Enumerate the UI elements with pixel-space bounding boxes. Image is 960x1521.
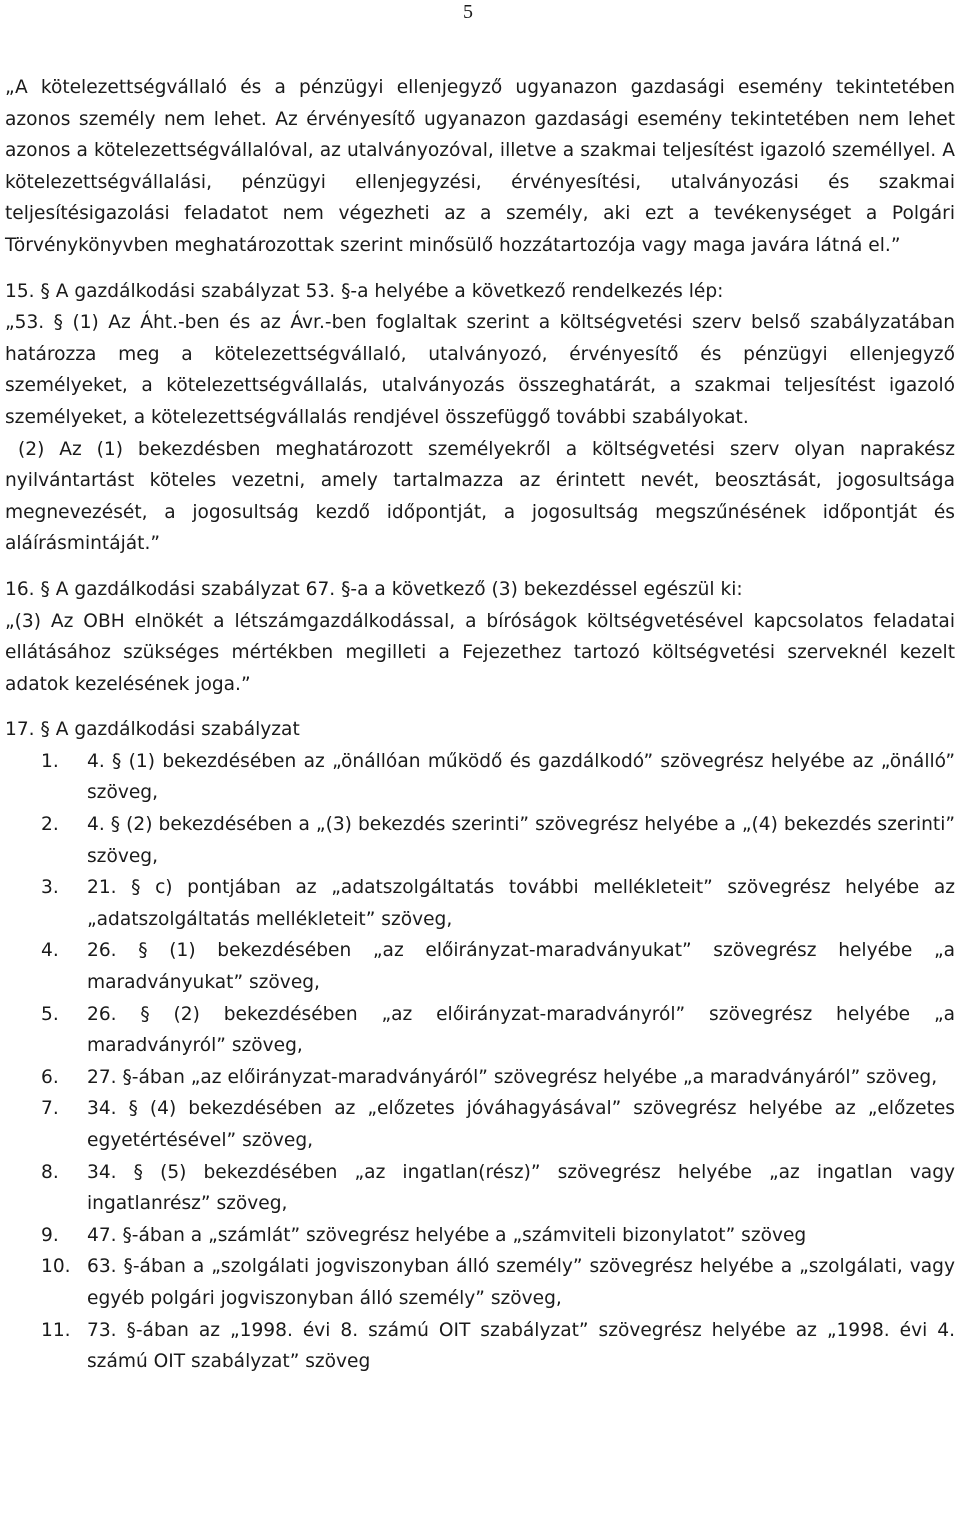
list-item-text: 26. § (1) bekezdésében „az előirányzat-maradványukat” szövegrész helyébe „a maradványukat” szöveg, <box>87 940 955 994</box>
list-item <box>5 1220 955 1252</box>
list-item <box>5 1251 955 1314</box>
list-item-text: 27. §-ában „az előirányzat-maradványáról” szövegrész helyébe „a maradványáról” szöveg, <box>87 1066 938 1088</box>
list-item <box>5 1093 955 1156</box>
document-body <box>5 72 955 1378</box>
list-item <box>5 746 955 809</box>
list-item-text: 63. §-ában a „szolgálati jogviszonyban álló személy” szövegrész helyébe a „szolgálati, vagy egyéb polgári jogviszonyban álló személy” szöveg, <box>87 1256 955 1309</box>
list-item-text: 47. §-ában a „számlát” szövegrész helyébe a „számviteli bizonylatot” szöveg <box>87 1224 807 1246</box>
list-item-number: 1. <box>41 750 59 772</box>
list-item-number: 4. <box>41 940 59 962</box>
list-item-number: 8. <box>41 1161 59 1183</box>
list-item-text: 34. § (5) bekezdésében „az ingatlan(rész)” szövegrész helyébe „az ingatlan vagy ingatlanrész” szöveg, <box>87 1161 955 1215</box>
page-number: 5 <box>463 1 473 23</box>
list-item-number: 9. <box>41 1224 59 1246</box>
list-item-number: 10. <box>41 1256 71 1278</box>
list-item-number: 7. <box>41 1098 59 1120</box>
list-item <box>5 935 955 998</box>
list-item <box>5 1062 955 1094</box>
list-item-number: 11. <box>41 1319 71 1341</box>
list-item-text: 73. §-ában az „1998. évi 8. számú OIT szabályzat” szövegrész helyébe az „1998. évi 4. számú OIT szabályzat” szöveg <box>87 1319 955 1373</box>
section-16-heading: 16. § A gazdálkodási szabályzat 67. §-a a következő (3) bekezdéssel egészül ki: <box>5 578 743 600</box>
list-item-number: 5. <box>41 1003 59 1025</box>
intro-paragraph: „A kötelezettségvállaló és a pénzügyi ellenjegyző ugyanazon gazdasági esemény tekintetében azonos személy nem lehet. Az érvényesítő ugyanazon gazdasági esemény tekintetében nem lehet azonos a kötelezettségvállalóval, az utalványozóval, illetve a szakmai teljesítést igazoló személlyel. A kötelezettségvállalási, pénzügyi ellenjegyzési, érvényesítési, utalványozási és szakmai teljesítésigazolási feladatot nem végezheti az a személy, aki ezt a tevékenységet a Polgári Törvénykönyvben meghatározottak szerint minősülő hozzátartozója vagy maga javára látná el.” <box>5 77 955 256</box>
section-17-heading: 17. § A gazdálkodási szabályzat <box>5 719 300 741</box>
list-item-number: 3. <box>41 877 59 899</box>
list-item <box>5 999 955 1062</box>
list-item-text: 4. § (2) bekezdésében a „(3) bekezdés szerinti” szövegrész helyébe a „(4) bekezdés szerinti” szöveg, <box>87 814 955 867</box>
list-item-number: 2. <box>41 814 59 836</box>
list-item-text: 34. § (4) bekezdésében az „előzetes jóváhagyásával” szövegrész helyébe az „előzetes egyetértésével” szöveg, <box>87 1098 955 1151</box>
list-item-text: 26. § (2) bekezdésében „az előirányzat-maradványról” szövegrész helyébe „a maradványról” szöveg, <box>87 1003 955 1057</box>
amendment-list <box>5 746 955 1378</box>
section-15-paragraph-1: „53. § (1) Az Áht.-ben és az Ávr.-ben foglaltak szerint a költségvetési szerv belső szabályzatában határozza meg a kötelezettségvállaló, utalványozó, érvényesítő és pénzügyi ellenjegyző személyeket, a kötelezettségvállalás, utalványozás összeghatárát, a szakmai teljesítést igazoló személyeket, a kötelezettségvállalás rendjével összefüggő további szabályokat. <box>5 312 955 428</box>
section-15-paragraph-2: (2) Az (1) bekezdésben meghatározott személyekről a költségvetési szerv olyan naprakész nyilvántartást köteles vezetni, amely tartalmazza az érintett nevét, beosztását, jogosultsága megnevezését, a jogosultság kezdő időpontját, a jogosultság megszűnésének időpontját és aláírásmintáját.” <box>5 438 955 555</box>
list-item-number: 6. <box>41 1066 59 1088</box>
list-item-text: 4. § (1) bekezdésében az „önállóan működő és gazdálkodó” szövegrész helyébe az „önálló” szöveg, <box>87 750 955 804</box>
section-16-paragraph: „(3) Az OBH elnökét a létszámgazdálkodással, a bíróságok költségvetésével kapcsolatos feladatai ellátásához szükséges mértékben megilleti a Fejezethez tartozó költségvetési szerveknél kezelt adatok kezelésének joga.” <box>5 610 955 695</box>
list-item-text: 21. § c) pontjában az „adatszolgáltatás további mellékleteit” szövegrész helyébe az „adatszolgáltatás mellékleteit” szöveg, <box>87 877 955 930</box>
list-item <box>5 809 955 872</box>
list-item <box>5 1157 955 1220</box>
section-15-heading: 15. § A gazdálkodási szabályzat 53. §-a helyébe a következő rendelkezés lép: <box>5 280 724 302</box>
list-item <box>5 872 955 935</box>
list-item <box>5 1315 955 1378</box>
